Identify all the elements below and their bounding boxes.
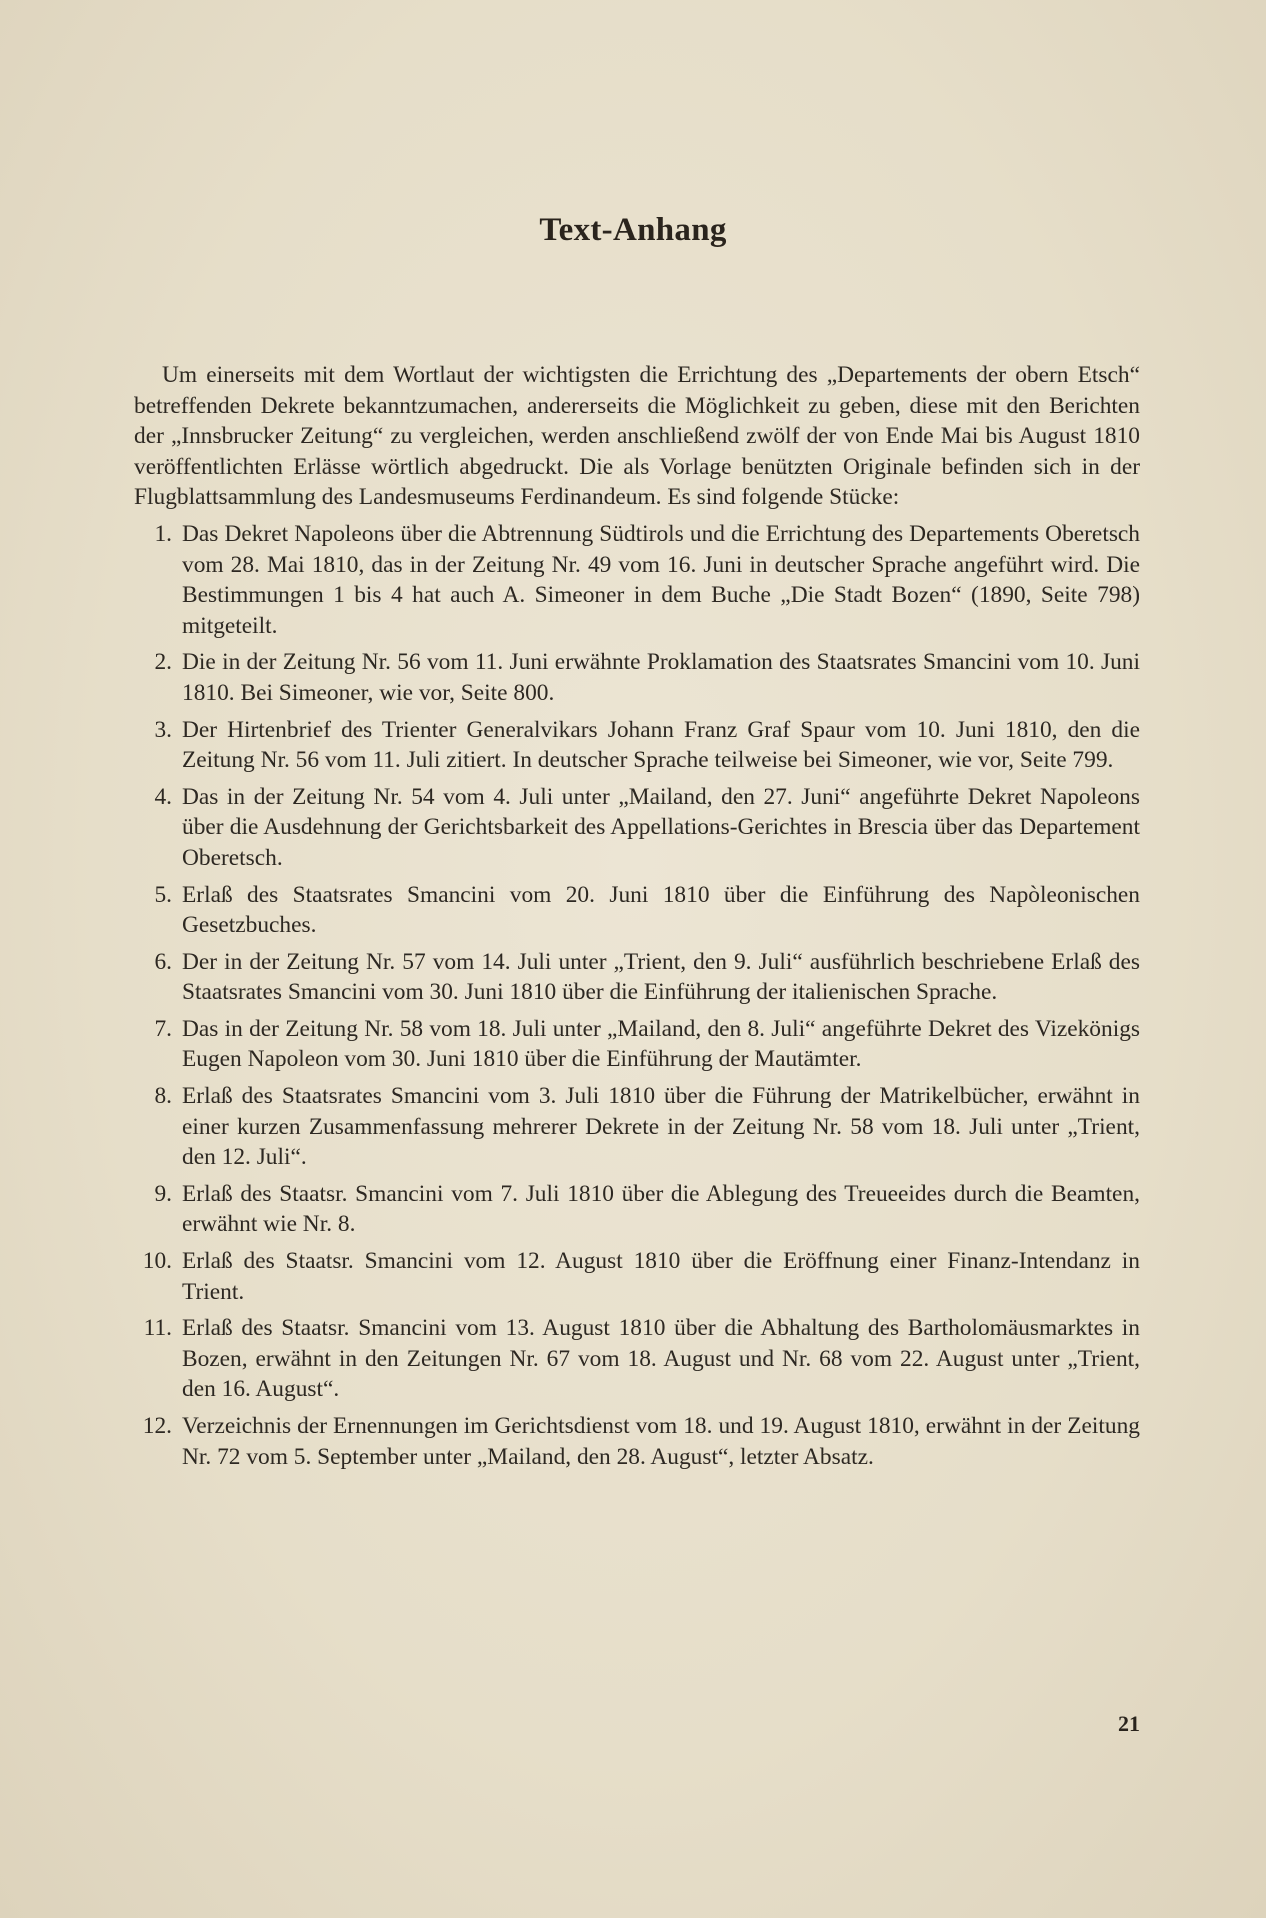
list-item-text: Das in der Zeitung Nr. 54 vom 4. Juli unter „Mailand, den 27. Juni“ angeführte Dekret Napoleons über die Ausdehnung der Gerichtsbarkeit des Appellations-Gerichtes in Brescia über das Departement Oberetsch. [182, 783, 1140, 871]
list-item-number: 10. [142, 1248, 172, 1275]
list-item-number: 3. [154, 716, 172, 743]
list-item [134, 880, 1140, 941]
list-item-text: Erlaß des Staatsrates Smancini vom 3. Juli 1810 über die Führung der Matrikelbücher, erwähnt in einer kurzen Zusammenfassung mehrerer Dekrete in der Zeitung Nr. 58 vom 18. Juli unter „Trient, den 12. Juli“. [182, 1083, 1140, 1171]
list-item [134, 519, 1140, 641]
list-item-text: Erlaß des Staatsr. Smancini vom 7. Juli 1810 über die Ablegung des Treueeides durch die Beamten, erwähnt wie Nr. 8. [182, 1180, 1140, 1238]
list-item [134, 1014, 1140, 1075]
list-item [134, 782, 1140, 874]
list-item [134, 1179, 1140, 1240]
list-item-text: Der Hirtenbrief des Trienter Generalvikars Johann Franz Graf Spaur vom 10. Juni 1810, den die Zeitung Nr. 56 vom 11. Juli zitiert. In deutscher Sprache teilweise bei Simeoner, wie vor, Seite 799. [182, 716, 1140, 774]
list-item [134, 647, 1140, 708]
list-item-number: 1. [154, 520, 172, 547]
list-item-text: Der in der Zeitung Nr. 57 vom 14. Juli unter „Trient, den 9. Juli“ ausführlich beschriebene Erlaß des Staatsrates Smancini vom 30. Juni 1810 über die Einführung der italienischen Sprache. [182, 948, 1140, 1006]
list-item [134, 1411, 1140, 1472]
document-list [134, 519, 1140, 1472]
list-item-number: 6. [154, 948, 172, 975]
list-item-number: 9. [154, 1180, 172, 1207]
page-number: 21 [1118, 1711, 1140, 1736]
list-item-number: 4. [154, 783, 172, 810]
list-item-text: Erlaß des Staatsrates Smancini vom 20. Juni 1810 über die Einführung des Napòleonischen Gesetzbuches. [182, 881, 1140, 939]
list-item-text: Das Dekret Napoleons über die Abtrennung Südtirols und die Errichtung des Departements Oberetsch vom 28. Mai 1810, das in der Zeitung Nr. 49 vom 16. Juni in deutscher Sprache angeführt wird. Die Bestimmungen 1 bis 4 hat auch A. Simeoner in dem Buche „Die Stadt Bozen“ (1890, Seite 798) mitgeteilt. [182, 520, 1140, 639]
list-item [134, 947, 1140, 1008]
list-item-text: Das in der Zeitung Nr. 58 vom 18. Juli unter „Mailand, den 8. Juli“ angeführte Dekret des Vizekönigs Eugen Napoleon vom 30. Juni 1810 über die Einführung der Mautämter. [182, 1015, 1140, 1073]
list-item-number: 2. [154, 649, 172, 676]
list-item [134, 1081, 1140, 1173]
list-item-number: 8. [154, 1083, 172, 1110]
list-item-number: 11. [143, 1315, 172, 1342]
list-item [134, 1246, 1140, 1307]
list-item-text: Erlaß des Staatsr. Smancini vom 12. August 1810 über die Eröffnung einer Finanz-Intendanz in Trient. [182, 1248, 1140, 1305]
list-item [134, 1313, 1140, 1405]
page-title: Text-Anhang [539, 212, 727, 248]
list-item-number: 7. [154, 1015, 172, 1042]
list-item-number: 5. [154, 881, 172, 908]
intro-paragraph: Um einerseits mit dem Wortlaut der wichtigsten die Errichtung des „Departements der obern Etsch“ betreffenden Dekrete bekanntzumachen, andererseits die Möglichkeit zu geben, diese mit den Berichten der „Innsbrucker Zeitung“ zu vergleichen, werden anschließend zwölf der von Ende Mai bis August 1810 veröffentlichten Erlässe wörtlich abgedruckt. Die als Vorlage benützten Originale befinden sich in der Flugblattsammlung des Landesmuseums Ferdinandeum. Es sind folgende Stücke: [134, 362, 1140, 511]
main-text [134, 360, 1140, 1478]
list-item-text: Die in der Zeitung Nr. 56 vom 11. Juni erwähnte Proklamation des Staatsrates Smancini vom 10. Juni 1810. Bei Simeoner, wie vor, Seite 800. [182, 649, 1140, 706]
list-item [134, 715, 1140, 776]
list-item-number: 12. [142, 1413, 172, 1439]
list-item-text: Verzeichnis der Ernennungen im Gerichtsdienst vom 18. und 19. August 1810, erwähnt in der Zeitung Nr. 72 vom 5. September unter „Mailand, den 28. August“, letzter Absatz. [182, 1413, 1140, 1470]
list-item-text: Erlaß des Staatsr. Smancini vom 13. August 1810 über die Abhaltung des Bartholomäusmarktes in Bozen, erwähnt in den Zeitungen Nr. 67 vom 18. August und Nr. 68 vom 22. August unter „Trient, den 16. August“. [182, 1315, 1140, 1403]
